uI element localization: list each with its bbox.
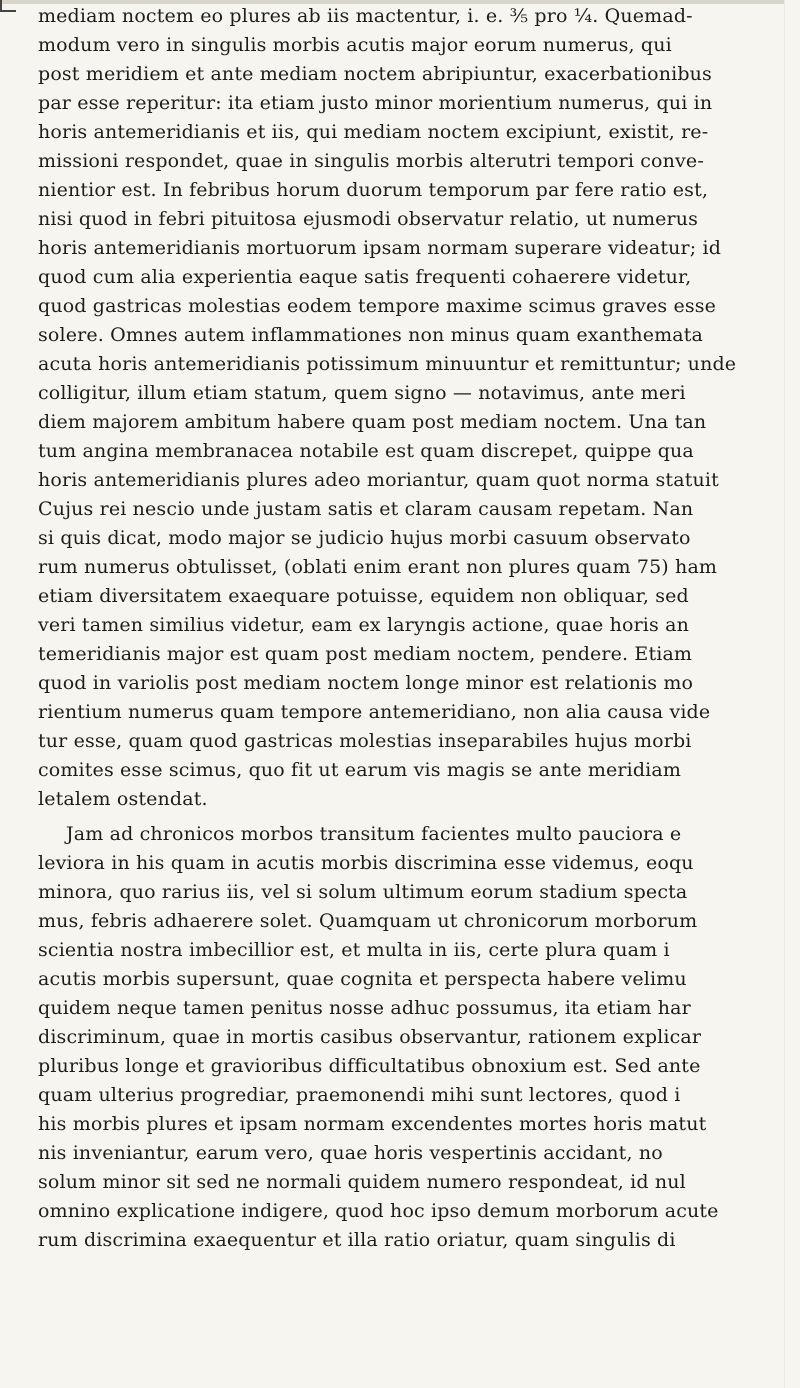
text-line: rum numerus obtulisset, (oblati enim erant non plures quam 75) ham [38, 556, 718, 578]
text-line: par esse reperitur: ita etiam justo minor morientium numerus, qui in [38, 92, 713, 114]
text-line: temeridianis major est quam post mediam noctem, pendere. Etiam [38, 643, 693, 665]
text-line: quod cum alia experientia eaque satis frequenti cohaerere videtur, [38, 266, 692, 288]
text-line: colligitur, illum etiam statum, quem signo — notavimus, ante meri [38, 382, 686, 404]
text-line: minora, quo rarius iis, vel si solum ultimum eorum stadium specta [38, 881, 688, 903]
text-line: diem majorem ambitum habere quam post mediam noctem. Una tan [38, 411, 707, 433]
text-line: acuta horis antemeridianis potissimum minuuntur et remittuntur; unde [38, 353, 737, 375]
text-line: scientia nostra imbecillior est, et multa in iis, certe plura quam i [38, 939, 670, 961]
text-line: mediam noctem eo plures ab iis mactentur, i. e. ⅗ pro ¼. Quemad- [38, 5, 693, 27]
text-line: nis inveniantur, earum vero, quae horis vespertinis accidant, no [38, 1142, 663, 1164]
text-line: nientior est. In febribus horum duorum temporum par fere ratio est, [38, 179, 709, 201]
text-line: solum minor sit sed ne normali quidem numero respondeat, id nul [38, 1171, 686, 1193]
text-line: quod in variolis post mediam noctem longe minor est relationis mo [38, 672, 694, 694]
text-line: tur esse, quam quod gastricas molestias inseparabiles hujus morbi [38, 730, 692, 752]
text-line: nisi quod in febri pituitosa ejusmodi observatur relatio, ut numerus [38, 208, 699, 230]
text-line: rum discrimina exaequentur et illa ratio oriatur, quam singulis di [38, 1229, 676, 1251]
text-line: pluribus longe et gravioribus difficultatibus obnoxium est. Sed ante [38, 1055, 701, 1077]
text-line: solere. Omnes autem inflammationes non minus quam exanthemata [38, 324, 704, 346]
text-line: his morbis plures et ipsam normam excendentes mortes horis matut [38, 1113, 707, 1135]
text-line: etiam diversitatem exaequare potuisse, equidem non obliquar, sed [38, 585, 689, 607]
text-line: horis antemeridianis mortuorum ipsam normam superare videatur; id [38, 237, 722, 259]
text-line: acutis morbis supersunt, quae cognita et perspecta habere velimu [38, 968, 687, 990]
text-line: horis antemeridianis plures adeo moriantur, quam quot norma statuit [38, 469, 719, 491]
text-line: missioni respondet, quae in singulis morbis alterutri tempori conve- [38, 150, 704, 172]
text-line: comites esse scimus, quo fit ut earum vis magis se ante meridiam [38, 759, 682, 781]
text-line: rientium numerus quam tempore antemeridiano, non alia causa vide [38, 701, 711, 723]
text-line: horis antemeridianis et iis, qui mediam noctem excipiunt, existit, re- [38, 121, 709, 143]
text-line: omnino explicatione indigere, quod hoc ipso demum morborum acute [38, 1200, 719, 1222]
text-line: modum vero in singulis morbis acutis major eorum numerus, qui [38, 34, 672, 56]
text-line: Cujus rei nescio unde justam satis et claram causam repetam. Nan [38, 498, 694, 520]
paragraph-start-line: Jam ad chronicos morbos transitum facientes multo pauciora e [66, 823, 682, 845]
text-line: post meridiem et ante mediam noctem abripiuntur, exacerbationibus [38, 63, 712, 85]
text-line: veri tamen similius videtur, eam ex laryngis actione, quae horis an [38, 614, 689, 636]
text-line: tum angina membranacea notabile est quam discrepet, quippe qua [38, 440, 694, 462]
right-page-edge [784, 0, 800, 1388]
text-line: quam ulterius progrediar, praemonendi mihi sunt lectores, quod i [38, 1084, 681, 1106]
text-line: si quis dicat, modo major se judicio hujus morbi casuum observato [38, 527, 691, 549]
text-line: mus, febris adhaerere solet. Quamquam ut chronicorum morborum [38, 910, 698, 932]
text-line: leviora in his quam in acutis morbis discrimina esse videmus, eoqu [38, 852, 694, 874]
text-line: quod gastricas molestias eodem tempore maxime scimus graves esse [38, 295, 717, 317]
text-line: letalem ostendat. [38, 788, 208, 810]
text-line: quidem neque tamen penitus nosse adhuc possumus, ita etiam har [38, 997, 691, 1019]
text-line: discriminum, quae in mortis casibus observantur, rationem explicar [38, 1026, 702, 1048]
